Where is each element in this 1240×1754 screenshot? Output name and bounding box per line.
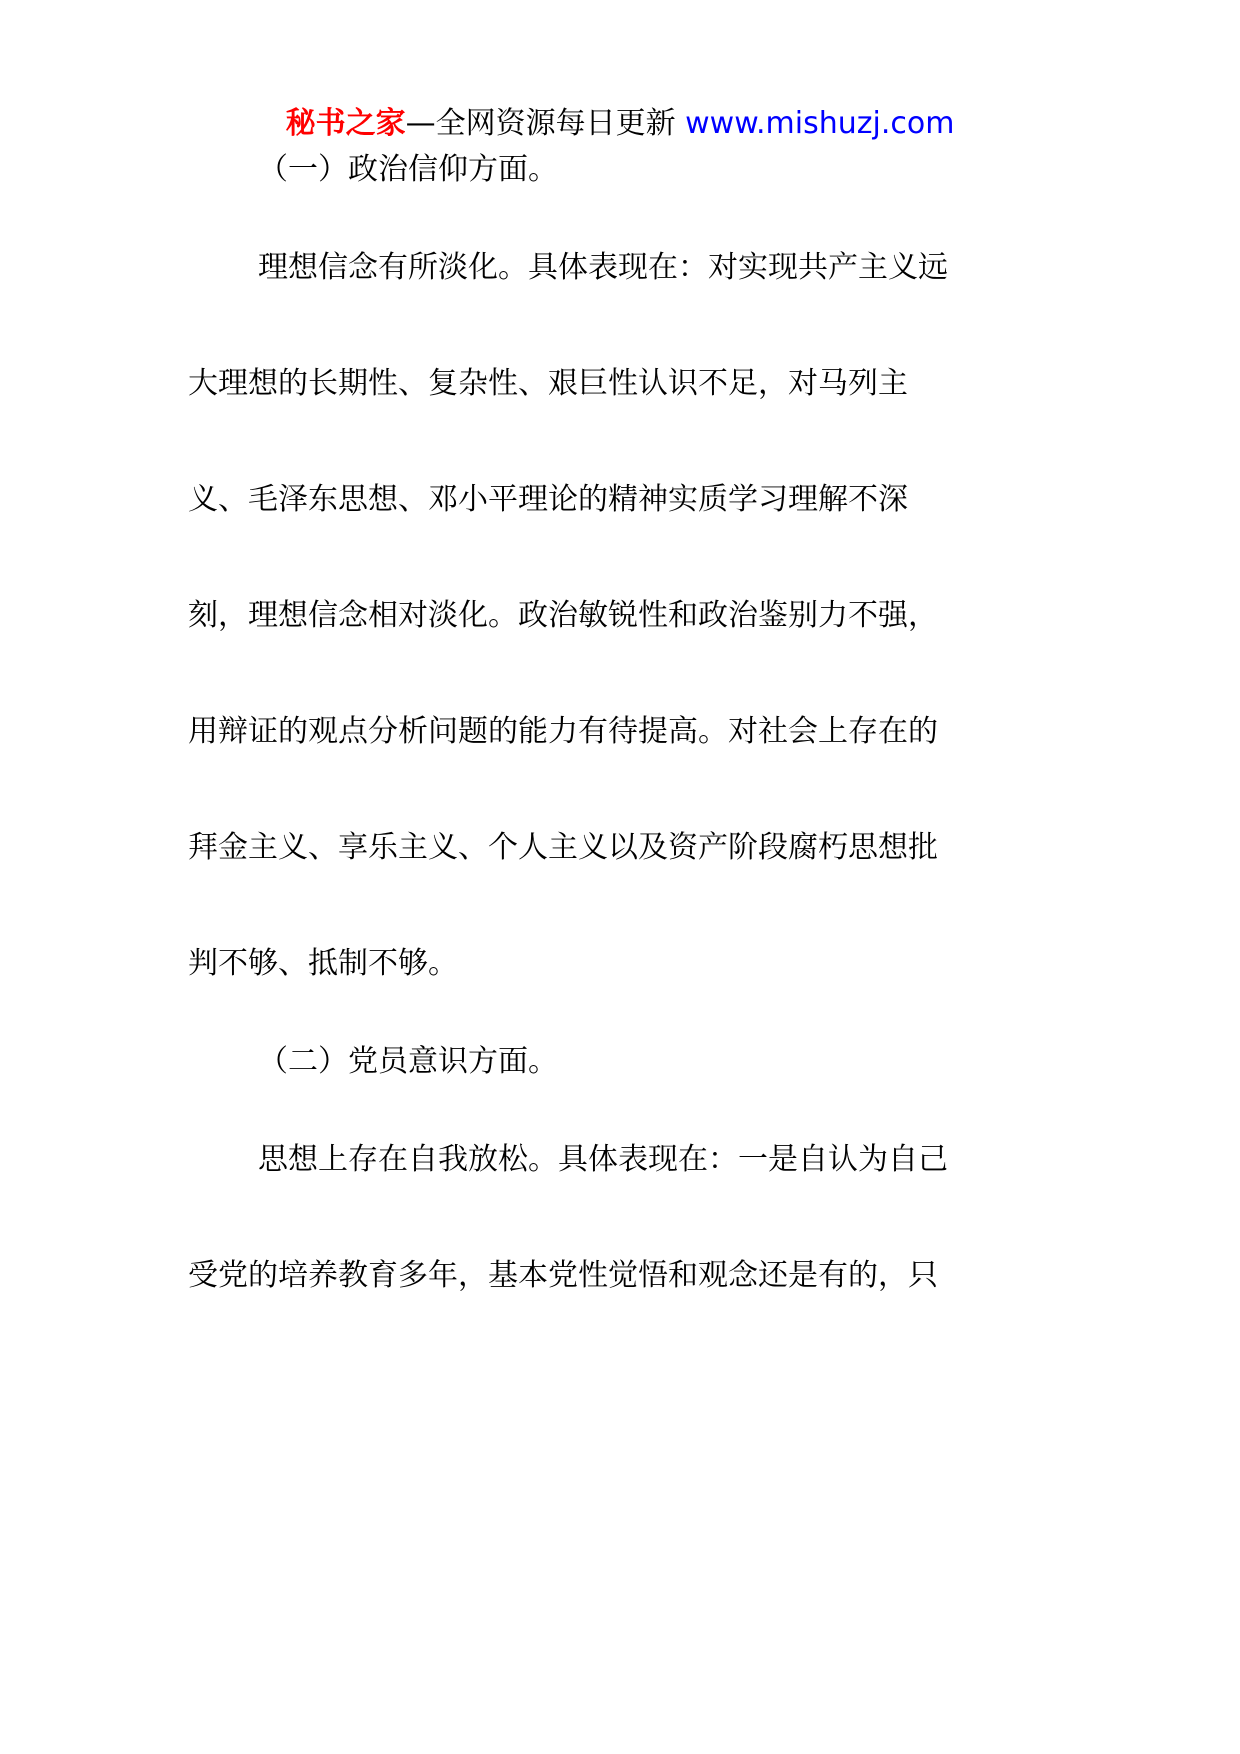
paragraph-line: 用辩证的观点分析问题的能力有待提高。对社会上存在的: [188, 714, 938, 749]
section-heading-1: （一）政治信仰方面。: [258, 152, 558, 187]
page-header: [0, 100, 1240, 148]
paragraph-line: 受党的培养教育多年，基本党性觉悟和观念还是有的，只: [188, 1258, 938, 1293]
paragraph-line: 思想上存在自我放松。具体表现在：一是自认为自己: [258, 1142, 948, 1177]
header-tagline: —全网资源每日更新: [405, 106, 686, 141]
brand-name: 秘书之家: [285, 106, 406, 141]
paragraph-line: 理想信念有所淡化。具体表现在：对实现共产主义远: [258, 250, 948, 285]
section-heading-2: （二）党员意识方面。: [258, 1044, 558, 1079]
paragraph-line: 刻，理想信念相对淡化。政治敏锐性和政治鉴别力不强，: [188, 598, 938, 633]
paragraph-line: 义、毛泽东思想、邓小平理论的精神实质学习理解不深: [188, 482, 908, 517]
paragraph-line: 拜金主义、享乐主义、个人主义以及资产阶段腐朽思想批: [188, 830, 938, 865]
paragraph-line: 大理想的长期性、复杂性、艰巨性认识不足，对马列主: [188, 366, 908, 401]
site-url-link[interactable]: www.mishuzj.com: [685, 106, 955, 141]
paragraph-line: 判不够、抵制不够。: [188, 946, 458, 981]
